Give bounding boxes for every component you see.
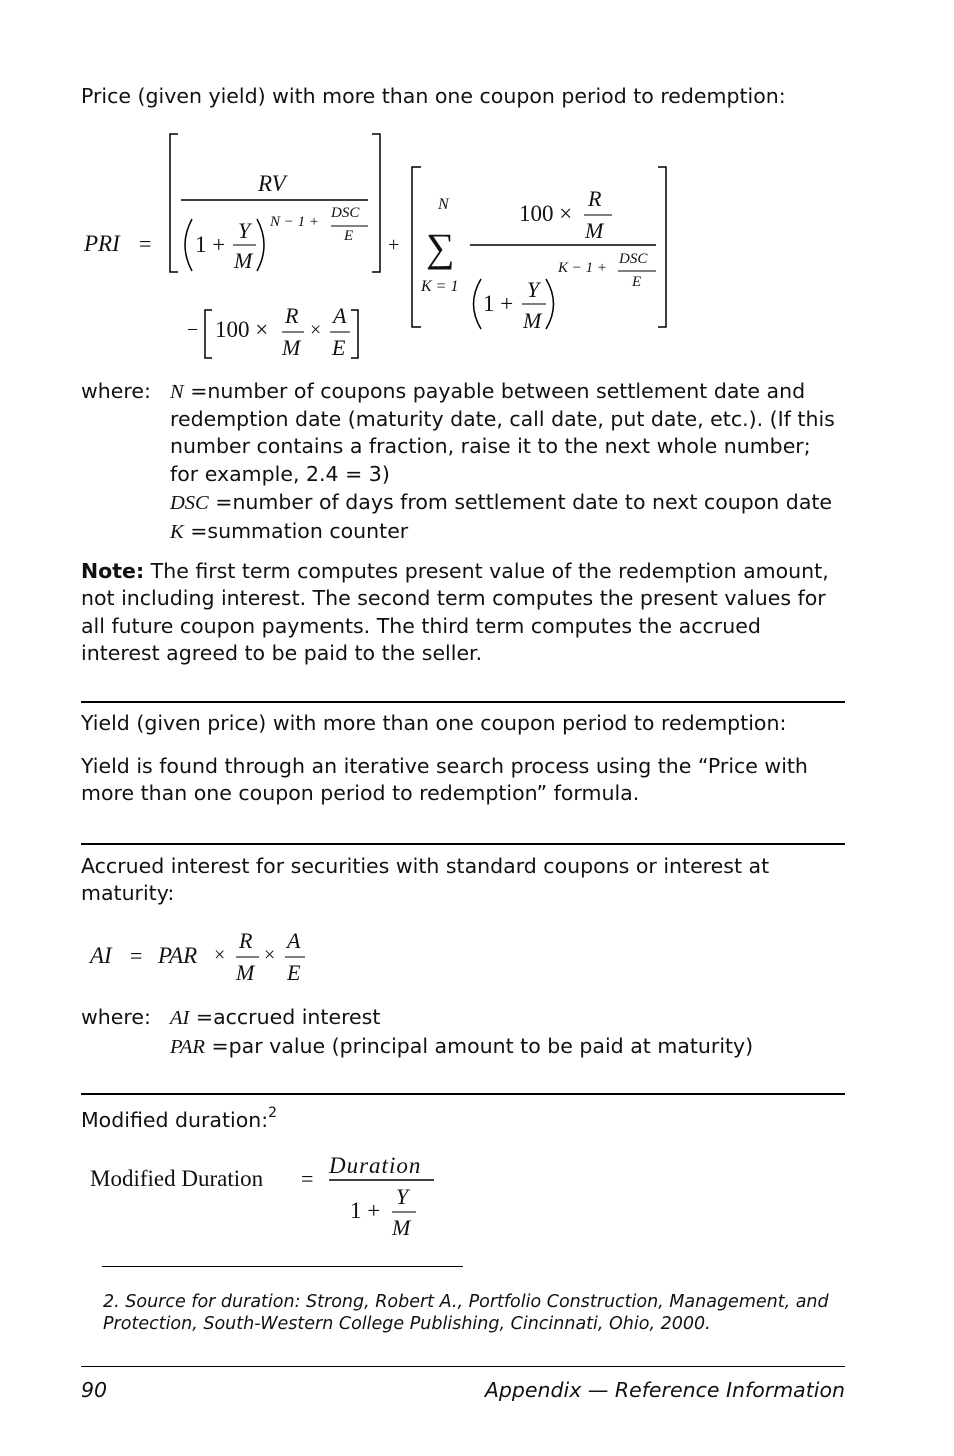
- def-n-line2: redemption date (maturity date, call date, put date, etc.). (If this: [170, 407, 835, 431]
- duration-numerator: Duration: [329, 1153, 422, 1178]
- summation-sign: ∑: [426, 225, 455, 270]
- a-var: A: [333, 303, 347, 328]
- dsc-var: DSC: [331, 205, 360, 221]
- footer-section-title: Appendix — Reference Information: [484, 1378, 845, 1402]
- sum-lower-limit: K = 1: [421, 278, 459, 295]
- where-label: where:: [81, 379, 151, 403]
- accrued-heading-1: Accrued interest for securities with standard coupons or interest at: [81, 854, 770, 878]
- plus-sign: +: [388, 234, 400, 256]
- where-label: where:: [81, 1005, 151, 1029]
- accrued-lead: 100 ×: [215, 317, 269, 342]
- m-var: M: [523, 308, 542, 333]
- def-text: =summation counter: [190, 519, 409, 543]
- y-var: Y: [238, 218, 251, 243]
- r-var: R: [285, 303, 299, 328]
- m-var: M: [236, 960, 255, 985]
- one-plus: 1 +: [350, 1198, 381, 1223]
- times-sign: ×: [264, 944, 276, 966]
- duration-heading-text: Modified duration:: [81, 1107, 269, 1132]
- def-n-line4: for example, 2.4 = 3): [170, 462, 390, 486]
- footnote-marker: 2: [268, 1105, 278, 1121]
- m-var: M: [282, 335, 301, 360]
- equals-sign: =: [139, 231, 152, 256]
- y-var: Y: [396, 1184, 409, 1209]
- m-var: M: [234, 248, 253, 273]
- note-line-3: all future coupon payments. The third term computes the accrued: [81, 614, 761, 638]
- coupon-numerator: 100 ×: [519, 201, 573, 226]
- note-line-4: interest agreed to be paid to the seller.: [81, 641, 483, 665]
- e-var: E: [632, 274, 642, 290]
- def-text: =accrued interest: [195, 1005, 381, 1029]
- y-var: Y: [527, 277, 540, 302]
- pri-symbol: PRI: [84, 231, 120, 256]
- def-symbol: DSC: [170, 492, 209, 514]
- dsc-var: DSC: [619, 251, 648, 267]
- def-symbol: PAR: [170, 1036, 205, 1058]
- r-var: R: [588, 186, 602, 211]
- page-number: 90: [81, 1378, 108, 1402]
- sum-upper-limit: N: [438, 196, 449, 213]
- e-var: E: [332, 335, 346, 360]
- one-plus: 1 +: [483, 291, 514, 316]
- footnote-separator: [102, 1266, 463, 1267]
- def-text: =par value (principal amount to be paid at maturity): [211, 1034, 754, 1058]
- def-text: =number of days from settlement date to next coupon date: [215, 490, 833, 514]
- equals-sign: =: [130, 943, 143, 968]
- yield-line-1: Yield is found through an iterative search process using the “Price with: [81, 754, 808, 778]
- exponent-k: K − 1 +: [558, 260, 607, 276]
- times-sign: ×: [310, 319, 322, 341]
- times-sign: ×: [214, 944, 226, 966]
- rv-numerator: RV: [258, 171, 286, 196]
- def-n-line3: number contains a fraction, raise it to the next whole number;: [170, 434, 811, 458]
- footer-rule: [81, 1366, 845, 1367]
- price-heading: Price (given yield) with more than one coupon period to redemption:: [81, 84, 786, 108]
- note-text: The first term computes present value of the redemption amount,: [144, 559, 829, 583]
- ai-symbol: AI: [90, 943, 112, 968]
- def-symbol: K: [170, 521, 184, 543]
- par-symbol: PAR: [158, 943, 198, 968]
- a-var: A: [287, 928, 301, 953]
- modified-duration-label: Modified Duration: [90, 1166, 264, 1191]
- def-text: =number of coupons payable between settlement date and: [190, 379, 806, 403]
- exponent-n: N − 1 +: [270, 214, 319, 230]
- one-plus: 1 +: [195, 232, 226, 257]
- yield-line-2: more than one coupon period to redemption” formula.: [81, 781, 640, 805]
- r-var: R: [239, 928, 253, 953]
- m-var: M: [585, 218, 604, 243]
- footnote-line-2: Protection, South-Western College Publishing, Cincinnati, Ohio, 2000.: [103, 1314, 711, 1334]
- yield-heading: Yield (given price) with more than one coupon period to redemption:: [81, 711, 787, 735]
- minus-sign: −: [187, 319, 199, 341]
- footnote-line-1: 2. Source for duration: Strong, Robert A., Portfolio Construction, Management, and: [103, 1292, 829, 1312]
- def-symbol: N: [170, 381, 184, 403]
- equals-sign: =: [301, 1166, 314, 1191]
- e-var: E: [344, 228, 354, 244]
- note-label: Note:: [81, 559, 145, 583]
- e-var: E: [287, 960, 301, 985]
- m-var: M: [392, 1215, 411, 1240]
- def-symbol: AI: [170, 1007, 190, 1029]
- note-line-2: not including interest. The second term computes the present values for: [81, 586, 826, 610]
- accrued-heading-2: maturity:: [81, 881, 175, 905]
